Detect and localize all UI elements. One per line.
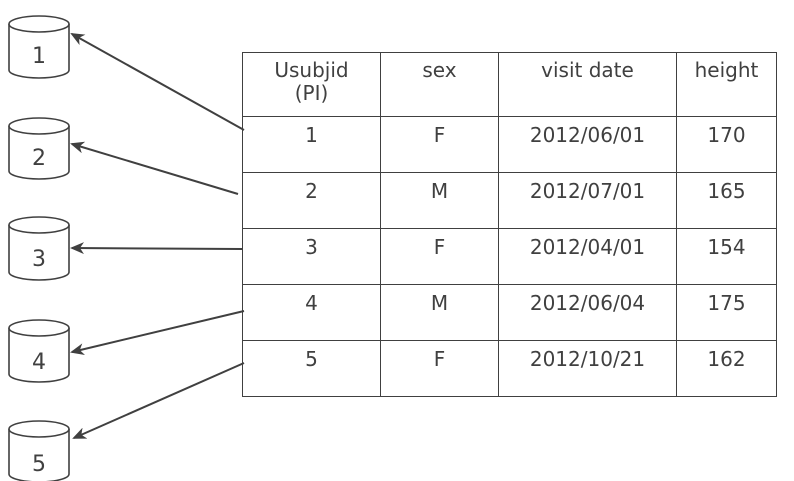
cell-sex: F	[381, 229, 499, 285]
table-row	[243, 285, 777, 341]
database-label: 3	[32, 247, 46, 272]
arrow-row-1	[72, 34, 244, 130]
cell-height: 170	[677, 117, 777, 173]
column-header-visit-date: visit date	[499, 53, 677, 117]
database-label: 2	[32, 146, 46, 171]
cell-usubjid: 2	[243, 173, 381, 229]
cell-usubjid: 5	[243, 341, 381, 397]
cell-sex: M	[381, 285, 499, 341]
cell-height: 165	[677, 173, 777, 229]
table-header-row	[243, 53, 777, 117]
database-cylinder-3	[9, 217, 69, 280]
database-cylinder-1	[9, 16, 69, 78]
column-header-height: height	[677, 53, 777, 117]
cell-usubjid: 4	[243, 285, 381, 341]
arrow-row-3	[72, 248, 242, 249]
cell-visit-date: 2012/06/01	[499, 117, 677, 173]
database-cylinder-2	[9, 118, 69, 179]
cell-sex: M	[381, 173, 499, 229]
database-label: 5	[32, 452, 46, 477]
table-row	[243, 173, 777, 229]
database-cylinder-4	[9, 320, 69, 382]
cell-visit-date: 2012/10/21	[499, 341, 677, 397]
cell-sex: F	[381, 341, 499, 397]
cell-sex: F	[381, 117, 499, 173]
cell-usubjid: 3	[243, 229, 381, 285]
column-header-usubjid: Usubjid (PI)	[243, 53, 381, 117]
arrow-row-2	[72, 144, 238, 194]
cell-visit-date: 2012/06/04	[499, 285, 677, 341]
cell-height: 175	[677, 285, 777, 341]
cell-visit-date: 2012/04/01	[499, 229, 677, 285]
database-label: 4	[32, 350, 46, 375]
table-row	[243, 117, 777, 173]
table-row	[243, 341, 777, 397]
cell-height: 162	[677, 341, 777, 397]
database-label: 1	[32, 44, 46, 69]
arrow-row-4	[72, 311, 244, 352]
database-cylinder-5	[9, 421, 69, 481]
column-header-sex: sex	[381, 53, 499, 117]
cell-height: 154	[677, 229, 777, 285]
cell-visit-date: 2012/07/01	[499, 173, 677, 229]
table-row	[243, 229, 777, 285]
cell-usubjid: 1	[243, 117, 381, 173]
arrow-row-5	[74, 363, 244, 438]
subject-table	[242, 52, 777, 397]
